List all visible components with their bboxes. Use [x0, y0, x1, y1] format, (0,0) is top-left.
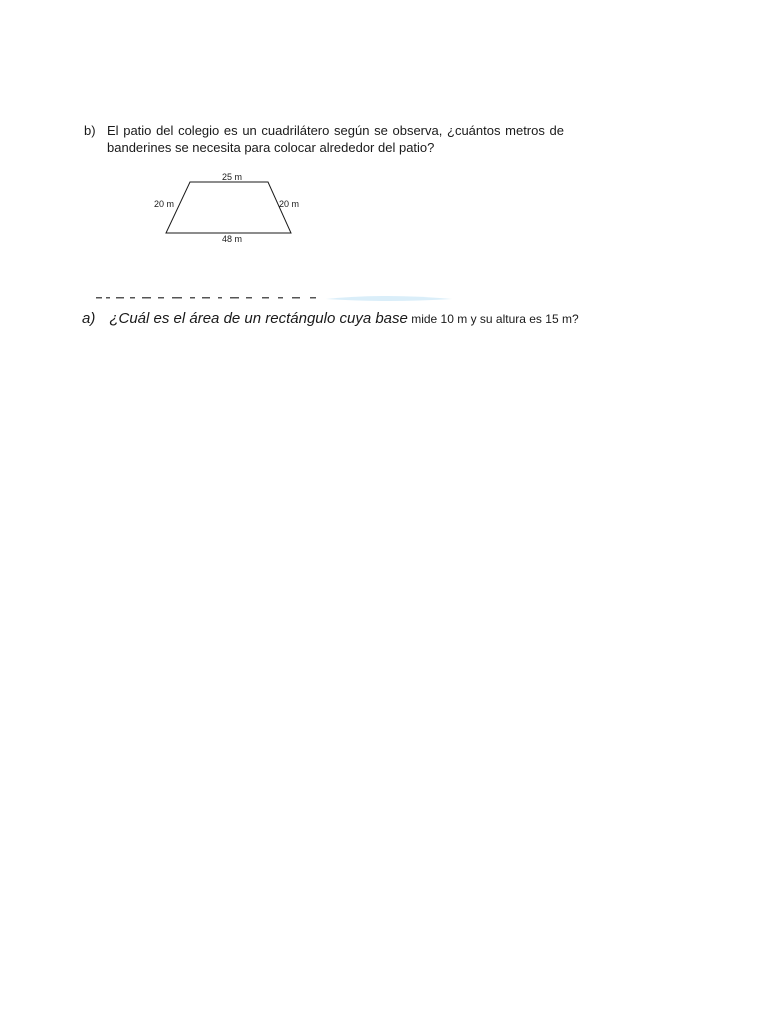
right-side-label: 20 m — [279, 199, 300, 209]
question-b — [84, 122, 564, 156]
question-a — [82, 310, 642, 328]
cut-off-text-fragment — [96, 293, 456, 305]
trapezoid-diagram — [148, 168, 308, 250]
question-b-text — [107, 122, 564, 156]
question-b-label: b) — [84, 123, 96, 138]
top-side-label: 25 m — [221, 172, 243, 182]
question-a-italic-text: ¿Cuál es el área de un rectángulo cuya base — [109, 310, 408, 327]
question-a-label: a) — [82, 310, 96, 327]
bottom-side-label: 48 m — [221, 234, 243, 244]
question-a-plain-text: mide 10 m y su altura es 15 m? — [407, 312, 579, 326]
trapezoid-figure — [148, 168, 308, 250]
question-b-line-2: banderines se necesita para colocar alrededor del patio? — [107, 140, 435, 155]
question-b-line-1: El patio del colegio es un cuadrilátero según se observa, ¿cuántos metros de — [107, 123, 564, 138]
left-side-label: 20 m — [154, 199, 175, 209]
trapezoid-shape — [166, 182, 291, 233]
